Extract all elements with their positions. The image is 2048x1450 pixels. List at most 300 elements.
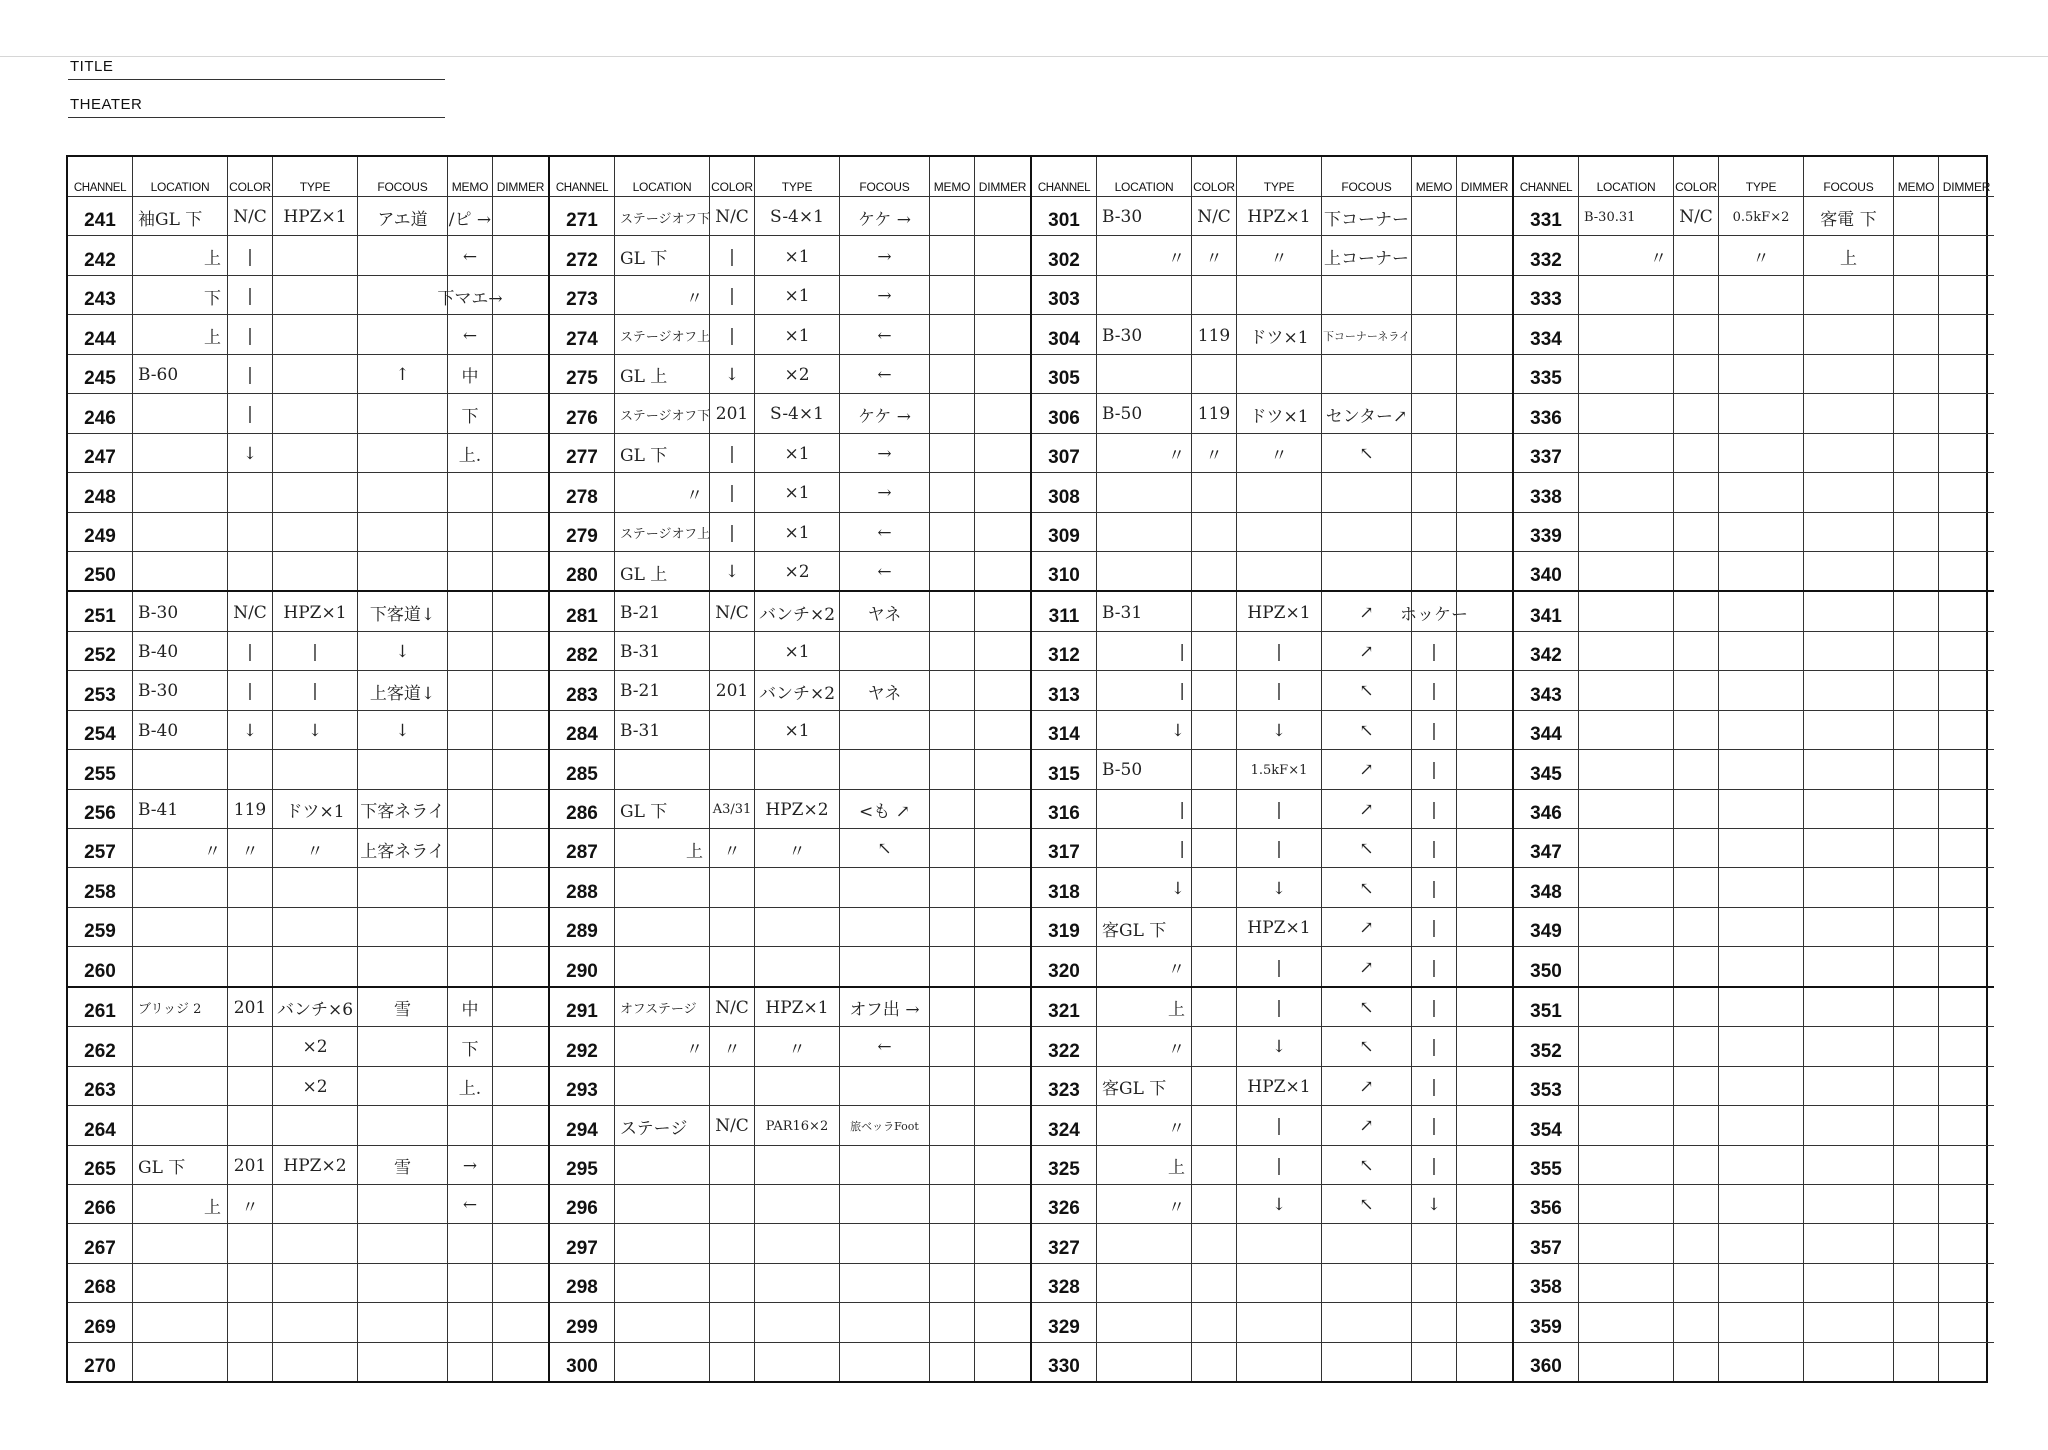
type-cell bbox=[1236, 276, 1321, 314]
channel-number: 261 bbox=[84, 1001, 116, 1023]
channel-number: 354 bbox=[1530, 1119, 1562, 1141]
type-cell bbox=[272, 434, 357, 472]
table-row bbox=[68, 907, 548, 946]
channel-number: 306 bbox=[1048, 407, 1080, 429]
type-cell: 〃 bbox=[1236, 236, 1321, 274]
channel-number: 251 bbox=[84, 605, 116, 627]
color-cell bbox=[1191, 829, 1236, 867]
focus-cell: ← bbox=[839, 552, 929, 590]
channel-number: 305 bbox=[1048, 368, 1080, 390]
dimmer-cell bbox=[974, 671, 1030, 709]
channel-number: 353 bbox=[1530, 1080, 1562, 1102]
type-cell bbox=[272, 750, 357, 788]
channel-number: 312 bbox=[1048, 645, 1080, 667]
memo-cell: 中 bbox=[447, 988, 492, 1026]
focus-cell bbox=[357, 1185, 447, 1223]
focus-cell: ↖ bbox=[1321, 1146, 1411, 1184]
memo-cell bbox=[1893, 829, 1938, 867]
location-cell bbox=[1578, 394, 1673, 432]
channel-number: 334 bbox=[1530, 328, 1562, 350]
color-cell bbox=[709, 908, 754, 946]
focus-cell bbox=[1803, 592, 1893, 630]
table-row bbox=[1514, 749, 1994, 788]
table-row bbox=[68, 590, 548, 630]
table-row bbox=[1514, 867, 1994, 906]
channel-number: 285 bbox=[566, 763, 598, 785]
type-cell bbox=[754, 908, 839, 946]
memo-cell bbox=[929, 394, 974, 432]
color-cell bbox=[1673, 355, 1718, 393]
dimmer-cell bbox=[492, 711, 548, 749]
dimmer-cell bbox=[1938, 868, 1994, 906]
type-cell bbox=[272, 1343, 357, 1381]
channel-number: 276 bbox=[566, 407, 598, 429]
channel-number: 351 bbox=[1530, 1001, 1562, 1023]
focus-cell: ↖ bbox=[1321, 671, 1411, 709]
table-row bbox=[550, 1342, 1030, 1381]
focus-cell bbox=[839, 1264, 929, 1302]
type-cell: | bbox=[272, 632, 357, 670]
memo-cell bbox=[447, 1106, 492, 1144]
dimmer-cell bbox=[1938, 908, 1994, 946]
location-cell bbox=[1096, 276, 1191, 314]
dimmer-cell bbox=[1456, 434, 1512, 472]
memo-cell bbox=[1893, 552, 1938, 590]
type-cell bbox=[754, 1264, 839, 1302]
location-cell: 〃 bbox=[1096, 1027, 1191, 1065]
focus-cell: ↗ bbox=[1321, 592, 1411, 630]
table-row bbox=[550, 1066, 1030, 1105]
channel-number: 329 bbox=[1048, 1316, 1080, 1338]
location-cell bbox=[614, 947, 709, 985]
table-row bbox=[68, 789, 548, 828]
memo-cell bbox=[1411, 1264, 1456, 1302]
location-cell bbox=[1578, 513, 1673, 551]
table-row bbox=[1514, 1066, 1994, 1105]
color-cell: | bbox=[709, 434, 754, 472]
table-row bbox=[68, 1342, 548, 1381]
location-cell: 〃 bbox=[1578, 236, 1673, 274]
memo-cell bbox=[1893, 947, 1938, 985]
dimmer-cell bbox=[492, 434, 548, 472]
location-cell bbox=[1578, 711, 1673, 749]
location-cell bbox=[1096, 552, 1191, 590]
channel-number: 310 bbox=[1048, 565, 1080, 587]
table-row bbox=[1032, 472, 1512, 511]
location-cell: 〃 bbox=[614, 1027, 709, 1065]
channel-number: 249 bbox=[84, 525, 116, 547]
type-cell: | bbox=[1236, 988, 1321, 1026]
type-cell: S-4×1 bbox=[754, 394, 839, 432]
focus-cell: ↗ bbox=[1321, 1106, 1411, 1144]
dimmer-cell bbox=[974, 473, 1030, 511]
table-row bbox=[1032, 710, 1512, 749]
location-cell: GL 下 bbox=[614, 236, 709, 274]
table-row bbox=[1032, 867, 1512, 906]
location-cell: GL 下 bbox=[614, 434, 709, 472]
dimmer-cell bbox=[1456, 632, 1512, 670]
location-cell: 〃 bbox=[614, 473, 709, 511]
color-cell bbox=[1191, 552, 1236, 590]
table-row bbox=[550, 393, 1030, 432]
color-cell: 201 bbox=[227, 1146, 272, 1184]
memo-cell bbox=[1411, 552, 1456, 590]
location-cell: B-21 bbox=[614, 592, 709, 630]
focus-cell bbox=[357, 236, 447, 274]
type-cell: ドツ×1 bbox=[272, 790, 357, 828]
color-cell bbox=[1673, 750, 1718, 788]
location-cell bbox=[132, 750, 227, 788]
focus-cell bbox=[1803, 1303, 1893, 1341]
channel-number: 262 bbox=[84, 1040, 116, 1062]
focus-cell bbox=[839, 1067, 929, 1105]
focus-cell: オフ出 → bbox=[839, 988, 929, 1026]
memo-cell bbox=[1893, 671, 1938, 709]
channel-number: 270 bbox=[84, 1356, 116, 1378]
dimmer-cell bbox=[1456, 1224, 1512, 1262]
color-cell bbox=[1673, 394, 1718, 432]
location-cell bbox=[1096, 473, 1191, 511]
column-header-focus: FOCOUS bbox=[839, 157, 929, 196]
type-cell: ×2 bbox=[272, 1067, 357, 1105]
focus-cell bbox=[1321, 513, 1411, 551]
memo-cell bbox=[1411, 236, 1456, 274]
location-cell bbox=[1578, 829, 1673, 867]
memo-cell: ← bbox=[447, 315, 492, 353]
focus-cell bbox=[839, 1303, 929, 1341]
channel-number: 295 bbox=[566, 1158, 598, 1180]
color-cell bbox=[1673, 988, 1718, 1026]
table-row bbox=[550, 472, 1030, 511]
dimmer-cell bbox=[1456, 236, 1512, 274]
memo-cell bbox=[1893, 434, 1938, 472]
location-cell bbox=[614, 1224, 709, 1262]
color-cell: | bbox=[227, 632, 272, 670]
column-header-focus: FOCOUS bbox=[1803, 157, 1893, 196]
focus-cell bbox=[357, 1343, 447, 1381]
type-cell bbox=[272, 552, 357, 590]
dimmer-cell bbox=[492, 315, 548, 353]
table-row bbox=[1514, 670, 1994, 709]
dimmer-cell bbox=[1456, 1185, 1512, 1223]
location-cell bbox=[1578, 1067, 1673, 1105]
memo-cell bbox=[447, 1343, 492, 1381]
type-cell: 〃 bbox=[1236, 434, 1321, 472]
channel-number: 304 bbox=[1048, 328, 1080, 350]
location-cell bbox=[132, 1264, 227, 1302]
memo-cell bbox=[1893, 750, 1938, 788]
memo-cell bbox=[447, 1264, 492, 1302]
table-row bbox=[1514, 789, 1994, 828]
type-cell bbox=[1236, 1303, 1321, 1341]
focus-cell: 下客道↓ bbox=[357, 592, 447, 630]
location-cell: 上 bbox=[1096, 988, 1191, 1026]
column-header-color: COLOR bbox=[1673, 157, 1718, 196]
table-row bbox=[1514, 551, 1994, 590]
memo-cell bbox=[929, 1067, 974, 1105]
channel-number: 278 bbox=[566, 486, 598, 508]
location-cell bbox=[1578, 988, 1673, 1026]
dimmer-cell bbox=[1456, 355, 1512, 393]
memo-cell bbox=[929, 276, 974, 314]
focus-cell: → bbox=[839, 434, 929, 472]
table-row bbox=[1032, 1342, 1512, 1381]
dimmer-cell bbox=[1456, 790, 1512, 828]
dimmer-cell bbox=[974, 434, 1030, 472]
type-cell: ×2 bbox=[754, 355, 839, 393]
dimmer-cell bbox=[1938, 1106, 1994, 1144]
channel-number: 245 bbox=[84, 368, 116, 390]
focus-cell: ↖ bbox=[1321, 1027, 1411, 1065]
location-cell: 上 bbox=[132, 315, 227, 353]
dimmer-cell bbox=[492, 513, 548, 551]
location-cell: 客GL 下 bbox=[1096, 1067, 1191, 1105]
location-cell: B-21 bbox=[614, 671, 709, 709]
dimmer-cell bbox=[974, 1106, 1030, 1144]
type-cell: バンチ×6 bbox=[272, 988, 357, 1026]
color-cell bbox=[227, 1343, 272, 1381]
column-header-location: LOCATION bbox=[614, 157, 709, 196]
focus-cell bbox=[1803, 473, 1893, 511]
type-cell: | bbox=[1236, 1106, 1321, 1144]
color-cell bbox=[227, 947, 272, 985]
color-cell: 119 bbox=[227, 790, 272, 828]
location-cell bbox=[1578, 1027, 1673, 1065]
memo-cell bbox=[1893, 1224, 1938, 1262]
channel-number: 291 bbox=[566, 1001, 598, 1023]
focus-cell bbox=[839, 908, 929, 946]
dimmer-cell bbox=[1456, 394, 1512, 432]
location-cell bbox=[1578, 1146, 1673, 1184]
channel-number: 280 bbox=[566, 565, 598, 587]
type-cell: HPZ×1 bbox=[1236, 592, 1321, 630]
focus-cell: 上コーナー bbox=[1321, 236, 1411, 274]
title-label: TITLE bbox=[70, 58, 114, 75]
color-cell bbox=[1673, 315, 1718, 353]
dimmer-cell bbox=[492, 671, 548, 709]
dimmer-cell bbox=[974, 1343, 1030, 1381]
type-cell: HPZ×1 bbox=[1236, 197, 1321, 235]
color-cell bbox=[709, 868, 754, 906]
channel-number: 343 bbox=[1530, 684, 1562, 706]
table-row bbox=[1514, 907, 1994, 946]
channel-number: 254 bbox=[84, 724, 116, 746]
column-header-type: TYPE bbox=[272, 157, 357, 196]
channel-number: 287 bbox=[566, 842, 598, 864]
focus-cell bbox=[1803, 1264, 1893, 1302]
dimmer-cell bbox=[974, 908, 1030, 946]
type-cell: ↓ bbox=[1236, 711, 1321, 749]
dimmer-cell bbox=[1938, 988, 1994, 1026]
dimmer-cell bbox=[974, 394, 1030, 432]
table-row bbox=[1032, 1302, 1512, 1341]
location-cell: ステージオフ下 bbox=[614, 197, 709, 235]
location-cell: 〃 bbox=[1096, 1106, 1191, 1144]
focus-cell: ↗ bbox=[1321, 790, 1411, 828]
table-row bbox=[550, 196, 1030, 235]
memo-cell bbox=[1411, 315, 1456, 353]
location-cell bbox=[1096, 513, 1191, 551]
location-cell: B-50 bbox=[1096, 750, 1191, 788]
color-cell: | bbox=[227, 236, 272, 274]
location-cell bbox=[1096, 1303, 1191, 1341]
dimmer-cell bbox=[974, 868, 1030, 906]
memo-cell bbox=[929, 197, 974, 235]
location-cell bbox=[1578, 1106, 1673, 1144]
color-cell bbox=[227, 1264, 272, 1302]
memo-cell bbox=[447, 632, 492, 670]
color-cell bbox=[1191, 1146, 1236, 1184]
table-row bbox=[1032, 946, 1512, 985]
table-row bbox=[1032, 393, 1512, 432]
focus-cell bbox=[357, 394, 447, 432]
memo-cell bbox=[1411, 394, 1456, 432]
channel-number: 264 bbox=[84, 1119, 116, 1141]
dimmer-cell bbox=[1456, 947, 1512, 985]
table-row bbox=[1514, 275, 1994, 314]
focus-cell: センター↗ bbox=[1321, 394, 1411, 432]
memo-cell: | bbox=[1411, 711, 1456, 749]
focus-cell bbox=[1803, 947, 1893, 985]
type-cell bbox=[754, 947, 839, 985]
dimmer-cell bbox=[492, 947, 548, 985]
channel-number: 294 bbox=[566, 1119, 598, 1141]
color-cell: N/C bbox=[709, 197, 754, 235]
type-cell: S-4×1 bbox=[754, 197, 839, 235]
focus-cell: ← bbox=[839, 1027, 929, 1065]
location-cell: B-31 bbox=[614, 711, 709, 749]
color-cell bbox=[1673, 711, 1718, 749]
column-header-focus: FOCOUS bbox=[1321, 157, 1411, 196]
memo-cell bbox=[1411, 197, 1456, 235]
table-row bbox=[550, 1184, 1030, 1223]
table-row bbox=[68, 551, 548, 590]
location-cell: ステージオフ上 bbox=[614, 513, 709, 551]
memo-cell bbox=[1893, 473, 1938, 511]
color-cell: ↓ bbox=[709, 552, 754, 590]
type-cell bbox=[1718, 394, 1803, 432]
memo-cell bbox=[447, 790, 492, 828]
color-cell bbox=[1673, 592, 1718, 630]
dimmer-cell bbox=[1456, 829, 1512, 867]
focus-cell bbox=[357, 1224, 447, 1262]
type-cell bbox=[272, 513, 357, 551]
color-cell bbox=[227, 1303, 272, 1341]
channel-number: 356 bbox=[1530, 1198, 1562, 1220]
table-row bbox=[1032, 512, 1512, 551]
color-cell bbox=[709, 1224, 754, 1262]
dimmer-cell bbox=[974, 947, 1030, 985]
location-cell bbox=[132, 513, 227, 551]
focus-cell: 上客道↓ bbox=[357, 671, 447, 709]
memo-cell bbox=[929, 988, 974, 1026]
location-cell: GL 下 bbox=[132, 1146, 227, 1184]
color-cell bbox=[1191, 513, 1236, 551]
channel-number: 314 bbox=[1048, 724, 1080, 746]
type-cell bbox=[272, 276, 357, 314]
column-header-dimmer: DIMMER bbox=[1938, 157, 1994, 196]
memo-cell: /ピ → bbox=[447, 197, 492, 235]
column-header-dimmer: DIMMER bbox=[492, 157, 548, 196]
focus-cell: ↖ bbox=[1321, 829, 1411, 867]
dimmer-cell bbox=[1456, 908, 1512, 946]
memo-cell: ← bbox=[447, 236, 492, 274]
table-row bbox=[1514, 828, 1994, 867]
dimmer-cell bbox=[974, 988, 1030, 1026]
type-cell bbox=[1718, 315, 1803, 353]
location-cell bbox=[1096, 1343, 1191, 1381]
color-cell bbox=[1191, 355, 1236, 393]
table-row bbox=[1032, 433, 1512, 472]
focus-cell: ← bbox=[839, 513, 929, 551]
focus-cell: 下客ネライ bbox=[357, 790, 447, 828]
table-row bbox=[550, 590, 1030, 630]
table-row bbox=[1032, 354, 1512, 393]
dimmer-cell bbox=[1456, 1146, 1512, 1184]
table-row bbox=[68, 631, 548, 670]
channel-number: 256 bbox=[84, 803, 116, 824]
type-cell: HPZ×1 bbox=[272, 592, 357, 630]
channel-number: 325 bbox=[1048, 1158, 1080, 1180]
color-cell bbox=[227, 908, 272, 946]
channel-number: 311 bbox=[1048, 605, 1080, 627]
dimmer-cell bbox=[974, 592, 1030, 630]
location-cell: 客GL 下 bbox=[1096, 908, 1191, 946]
location-cell: B-50 bbox=[1096, 394, 1191, 432]
channel-number: 336 bbox=[1530, 407, 1562, 429]
location-cell bbox=[1578, 355, 1673, 393]
dimmer-cell bbox=[492, 829, 548, 867]
dimmer-cell bbox=[1938, 552, 1994, 590]
memo-cell: | bbox=[1411, 1067, 1456, 1105]
table-row bbox=[1032, 1145, 1512, 1184]
focus-cell: 旅ベッラFoot bbox=[839, 1106, 929, 1144]
type-cell: バンチ×2 bbox=[754, 592, 839, 630]
dimmer-cell bbox=[1938, 671, 1994, 709]
focus-cell bbox=[1321, 1224, 1411, 1262]
memo-cell bbox=[929, 908, 974, 946]
dimmer-cell bbox=[1456, 671, 1512, 709]
color-cell: 〃 bbox=[227, 1185, 272, 1223]
color-cell: | bbox=[227, 394, 272, 432]
memo-cell: | bbox=[1411, 671, 1456, 709]
table-row bbox=[1032, 590, 1512, 630]
memo-cell bbox=[447, 829, 492, 867]
table-row bbox=[550, 512, 1030, 551]
color-cell bbox=[227, 552, 272, 590]
memo-cell bbox=[1893, 394, 1938, 432]
table-row bbox=[68, 946, 548, 985]
memo-cell bbox=[929, 355, 974, 393]
color-cell bbox=[1191, 1185, 1236, 1223]
location-cell bbox=[132, 1303, 227, 1341]
channel-number: 338 bbox=[1530, 486, 1562, 508]
type-cell: | bbox=[272, 671, 357, 709]
table-row bbox=[550, 710, 1030, 749]
memo-cell bbox=[1893, 236, 1938, 274]
focus-cell bbox=[839, 1146, 929, 1184]
table-row bbox=[68, 393, 548, 432]
dimmer-cell bbox=[1938, 1185, 1994, 1223]
focus-cell bbox=[357, 908, 447, 946]
table-row bbox=[550, 354, 1030, 393]
channel-number: 272 bbox=[566, 249, 598, 271]
table-row bbox=[1032, 235, 1512, 274]
focus-cell: 上 bbox=[1803, 236, 1893, 274]
channel-number: 360 bbox=[1530, 1356, 1562, 1378]
table-row bbox=[1514, 354, 1994, 393]
dimmer-cell bbox=[1938, 197, 1994, 235]
